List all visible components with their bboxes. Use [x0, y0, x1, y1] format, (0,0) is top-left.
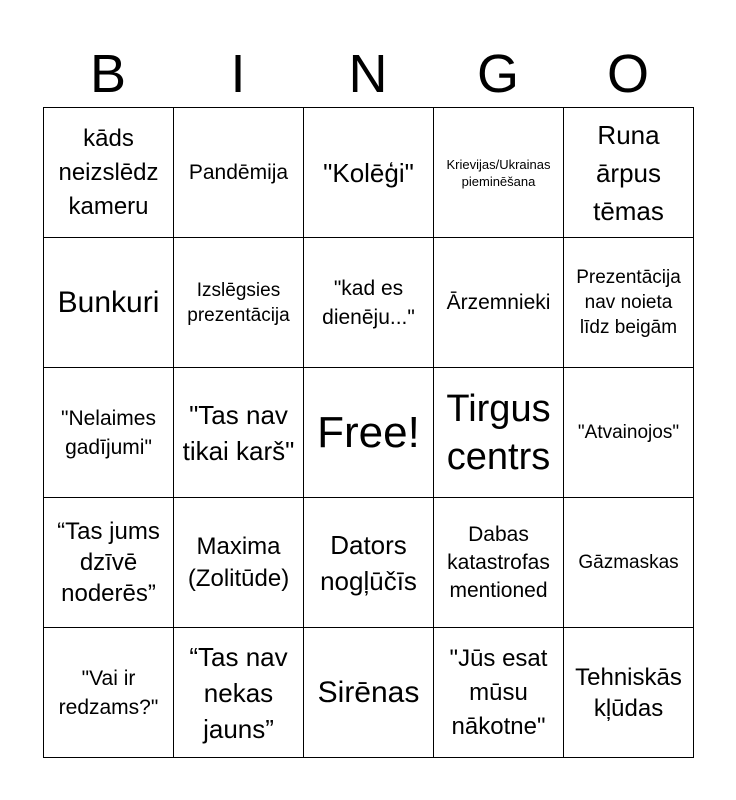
- cell-text: "Jūs esat mūsu nākotne": [449, 644, 548, 740]
- cell-text: Runa ārpus tēmas: [593, 119, 664, 226]
- bingo-cell[interactable]: [304, 498, 434, 628]
- bingo-cell[interactable]: [174, 498, 304, 628]
- cell-text: "kad es dienēju...": [322, 276, 415, 329]
- bingo-cell[interactable]: [174, 628, 304, 758]
- cell-text: "Vai ir redzams?": [58, 666, 159, 719]
- cell-text: kāds neizslēdz kameru: [58, 124, 159, 220]
- bingo-header: [43, 40, 693, 108]
- cell-text: "Tas nav tikai karš": [182, 399, 295, 466]
- bingo-cell[interactable]: [564, 238, 694, 368]
- bingo-cell[interactable]: [564, 108, 694, 238]
- cell-text: Maxima (Zolitūde): [187, 532, 290, 592]
- header-letter-i: I: [230, 44, 246, 104]
- bingo-cell[interactable]: [44, 368, 174, 498]
- bingo-cell[interactable]: [434, 498, 564, 628]
- bingo-cell[interactable]: [304, 368, 434, 498]
- cell-text: Prezentācija nav noieta līdz beigām: [576, 267, 681, 338]
- cell-text: “Tas jums dzīvē noderēs”: [57, 518, 160, 607]
- bingo-cell[interactable]: [564, 628, 694, 758]
- bingo-cell[interactable]: [44, 238, 174, 368]
- cell-text: Bunkuri: [57, 285, 160, 319]
- cell-text: Tehniskās kļūdas: [575, 663, 682, 722]
- bingo-cell[interactable]: [174, 368, 304, 498]
- cell-text: Krievijas/Ukrainas pieminēšana: [446, 156, 551, 189]
- bingo-cell[interactable]: [564, 498, 694, 628]
- bingo-cell[interactable]: [44, 498, 174, 628]
- cell-text: Sirēnas: [317, 675, 420, 709]
- cell-text: “Tas nav nekas jauns”: [189, 641, 288, 744]
- cell-text: Tirgus centrs: [446, 387, 551, 478]
- cell-text: Dators nogļūčīs: [320, 529, 417, 596]
- header-letter-b: B: [89, 44, 127, 104]
- cell-text: "Nelaimes gadījumi": [61, 406, 156, 459]
- bingo-cell[interactable]: [434, 238, 564, 368]
- bingo-cell[interactable]: [304, 238, 434, 368]
- bingo-grid: [43, 107, 694, 758]
- header-letter-n: N: [348, 44, 388, 104]
- bingo-cell[interactable]: [434, 368, 564, 498]
- bingo-cell[interactable]: [174, 238, 304, 368]
- cell-text: Ārzemnieki: [446, 291, 551, 314]
- cell-text: Dabas katastrofas mentioned: [447, 522, 550, 602]
- bingo-cell[interactable]: [44, 108, 174, 238]
- bingo-cell[interactable]: [174, 108, 304, 238]
- bingo-cell[interactable]: [304, 108, 434, 238]
- bingo-cell[interactable]: [564, 368, 694, 498]
- cell-text: Izslēgsies prezentācija: [187, 279, 290, 326]
- bingo-cell[interactable]: [304, 628, 434, 758]
- cell-text: "Kolēģi": [323, 157, 414, 188]
- bingo-cell[interactable]: [434, 108, 564, 238]
- header-letter-o: O: [606, 44, 649, 104]
- free-space: Free!: [317, 407, 420, 457]
- cell-text: "Atvainojos": [577, 422, 680, 443]
- cell-text: Pandēmija: [188, 161, 289, 184]
- bingo-cell[interactable]: [434, 628, 564, 758]
- cell-text: Gāzmaskas: [578, 552, 679, 573]
- header-letter-g: G: [476, 44, 519, 104]
- bingo-cell[interactable]: [44, 628, 174, 758]
